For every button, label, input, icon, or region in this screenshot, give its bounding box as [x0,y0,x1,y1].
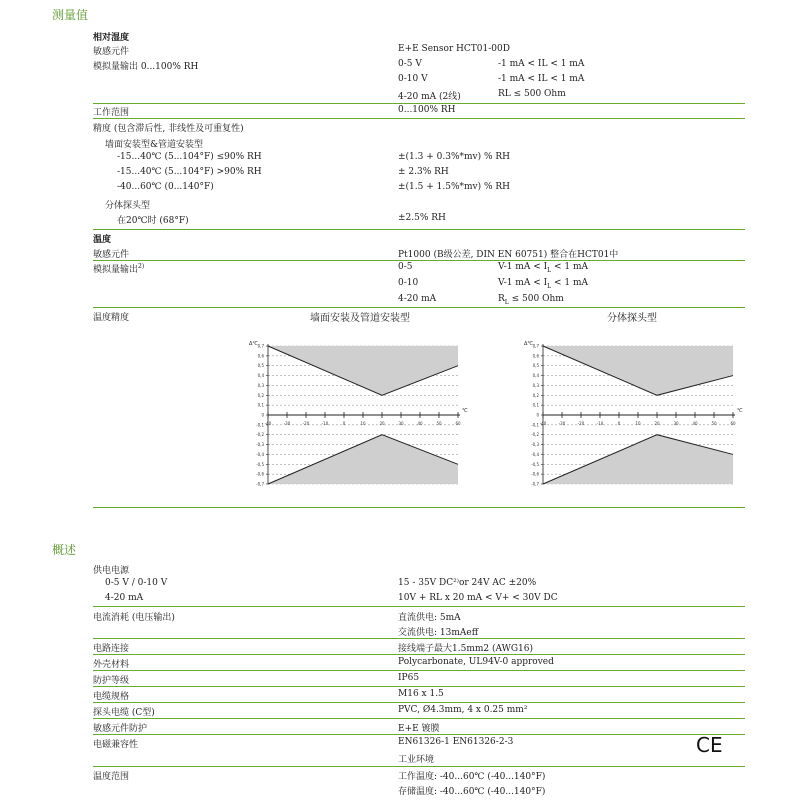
y-tick-label: -0,1 [531,422,539,428]
cable-value: M16 x 1.5 [398,689,444,699]
y-tick-label: 0 [261,412,264,418]
rh-output-range: 4-20 mA (2线) [398,92,461,102]
y-tick-label: -0,5 [256,461,264,467]
divider [93,118,745,119]
temp-output-range: 0-5 [398,262,413,272]
y-tick-label: 0,1 [532,402,539,408]
rh-working-range-label: 工作范围 [93,108,130,118]
temp-output-load: V-1 mA < $I_L < 1$ mA [498,278,589,290]
rh-acc-condition: -40...60℃ (0...140°F) [117,182,214,192]
y-tick-label: -0,7 [531,481,539,487]
divider [93,606,745,607]
lower-error-area [268,435,458,484]
current-dc: 直流供电: 5mA [398,613,461,623]
rh-remote-value: ±2.5% RH [398,213,446,223]
rh-output-load: RL ≤ 500 Ohm [498,89,566,99]
sensor-protection-label: 敏感元件防护 [93,724,148,734]
protection-label: 防护等级 [93,676,130,686]
y-axis-label: Δ℃ [523,341,533,347]
connection-label: 电路连接 [93,644,130,654]
temperature-accuracy-chart-remote-probe [503,336,753,496]
rh-output-load: -1 mA < IL < 1 mA [498,74,585,84]
divider [93,718,745,719]
y-tick-label: -0,2 [531,432,539,438]
x-tick-label: 40 [692,421,698,426]
x-tick-label: -10 [321,421,329,426]
current-label: 电流消耗 (电压输出) [93,613,175,623]
rh-sensor-label: 敏感元件 [93,47,130,57]
y-tick-label: 0 [536,412,539,418]
divider [93,734,745,735]
x-tick-label: 50 [436,421,442,426]
x-tick-label: 10 [635,421,641,426]
y-tick-label: 0,2 [532,392,539,398]
current-ac: 交流供电: 13mAeff [398,628,479,638]
y-tick-label: -0,6 [256,471,264,477]
temperature-accuracy-chart-wall-duct [228,336,478,496]
y-tick-label: 0,4 [257,373,264,379]
supply-label: 供电电源 [93,566,130,576]
divider [93,654,745,655]
y-tick-label: 0,7 [532,343,539,349]
x-axis-label: ℃ [737,408,743,414]
x-axis-label: ℃ [462,408,468,414]
rh-heading: 相对湿度 [93,33,130,43]
y-tick-label: 0,5 [532,363,539,369]
x-tick-label: 20 [379,421,385,426]
divider [93,103,745,104]
y-tick-label: 0,6 [532,353,539,359]
x-tick-label: -30 [283,421,291,426]
temp-analog-label: 模拟量输出$^{2)}$ [93,263,145,275]
divider [93,260,745,261]
divider [93,766,745,767]
rh-working-range-value: 0...100% RH [398,105,456,115]
y-axis-label: Δ℃ [248,341,258,347]
rh-output-range: 0-5 V [398,59,422,69]
y-tick-label: -0,3 [531,442,539,448]
temp-range-working: 工作温度: -40...60℃ (-40...140°F) [398,772,546,782]
section-title-measurement: 测量值 [52,8,89,22]
temp-output-load: V-1 mA < $I_L < 1$ mA [498,262,589,274]
temp-range-label: 温度范围 [93,772,130,782]
y-tick-label: -0,4 [531,451,539,457]
section-title-overview: 概述 [52,543,77,557]
divider [93,638,745,639]
rh-acc-condition: -15...40℃ (5...104°F) >90% RH [117,167,262,177]
probe-cable-label: 探头电缆 (C型) [93,708,155,718]
divider [93,307,745,308]
divider [93,229,745,230]
chart2-title: 分体探头型 [607,313,657,324]
cable-label: 电缆规格 [93,692,130,702]
rh-acc-value: ±(1.5 + 1.5%*mv) % RH [398,182,511,192]
rh-wall-duct-label: 墙面安装型&管道安装型 [105,140,204,150]
emc-label: 电磁兼容性 [93,740,139,750]
x-tick-label: 0 [617,421,621,426]
temp-heading: 温度 [93,235,112,245]
y-tick-label: 0,5 [257,363,264,369]
upper-error-area [268,346,458,395]
y-tick-label: -0,5 [531,461,539,467]
rh-acc-value: ±(1.3 + 0.3%*mv) % RH [398,152,511,162]
x-tick-label: 10 [360,421,366,426]
x-tick-label: -20 [577,421,585,426]
x-tick-label: 30 [398,421,404,426]
rh-acc-condition: -15...40℃ (5...104°F) ≤90% RH [117,152,262,162]
ce-mark: CE [696,733,723,757]
x-tick-label: 40 [417,421,423,426]
temp-output-range: 0-10 [398,278,419,288]
y-tick-label: -0,1 [256,422,264,428]
divider [93,686,745,687]
rh-output-load: -1 mA < IL < 1 mA [498,59,585,69]
y-tick-label: -0,3 [256,442,264,448]
supply-row-label: 4-20 mA [105,593,144,603]
probe-cable-value: PVC, Ø4.3mm, 4 x 0.25 mm² [398,705,528,715]
housing-label: 外壳材料 [93,660,130,670]
y-tick-label: 0,7 [257,343,264,349]
temp-output-load: $R_L \le 500$ Ohm [498,294,564,306]
rh-remote-condition: 在20℃时 (68°F) [117,216,189,226]
x-tick-label: -40 [539,421,547,426]
supply-row-value: 15 - 35V DC²⁾or 24V AC ±20% [398,578,537,588]
x-tick-label: -20 [302,421,310,426]
rh-analog-label: 模拟量输出 0...100% RH [93,62,199,72]
temp-sensor-value: Pt1000 (B级公差, DIN EN 60751) 整合在HCT01中 [398,250,619,260]
y-tick-label: 0,1 [257,402,264,408]
temp-range-storage: 存储温度: -40...60℃ (-40...140°F) [398,787,546,797]
divider [93,702,745,703]
emc-environment: 工业环境 [398,755,435,765]
supply-row-value: 10V + RL x 20 mA < V+ < 30V DC [398,593,558,603]
y-tick-label: 0,4 [532,373,539,379]
sensor-protection-value: E+E 镀膜 [398,724,440,734]
y-tick-label: 0,3 [532,382,539,388]
emc-value: EN61326-1 EN61326-2-3 [398,737,514,747]
housing-value: Polycarbonate, UL94V-0 approved [398,657,554,667]
y-tick-label: -0,4 [256,451,264,457]
x-tick-label: 0 [342,421,346,426]
x-tick-label: 20 [654,421,660,426]
y-tick-label: -0,7 [256,481,264,487]
x-tick-label: 60 [455,421,461,426]
x-tick-label: -30 [558,421,566,426]
rh-remote-label: 分体探头型 [105,201,151,211]
temp-accuracy-label: 温度精度 [93,313,130,323]
divider [93,670,745,671]
x-tick-label: 50 [711,421,717,426]
x-tick-label: 30 [673,421,679,426]
rh-output-range: 0-10 V [398,74,428,84]
divider [93,507,745,508]
y-tick-label: 0,3 [257,382,264,388]
temp-output-range: 4-20 mA [398,294,437,304]
y-tick-label: -0,2 [256,432,264,438]
chart1-title: 墙面安装及管道安装型 [310,313,410,324]
x-tick-label: -10 [596,421,604,426]
connection-value: 接线端子最大1.5mm2 (AWG16) [398,644,534,654]
y-tick-label: -0,6 [531,471,539,477]
rh-sensor-value: E+E Sensor HCT01-00D [398,44,510,54]
x-tick-label: 60 [730,421,736,426]
upper-error-area [543,346,733,395]
supply-row-label: 0-5 V / 0-10 V [105,578,168,588]
x-tick-label: -40 [264,421,272,426]
rh-accuracy-label: 精度 (包含滞后性, 非线性及可重复性) [93,124,244,134]
y-tick-label: 0,6 [257,353,264,359]
lower-error-area [543,435,733,484]
protection-value: IP65 [398,673,420,683]
rh-acc-value: ± 2.3% RH [398,167,449,177]
temp-sensor-label: 敏感元件 [93,250,130,260]
y-tick-label: 0,2 [257,392,264,398]
